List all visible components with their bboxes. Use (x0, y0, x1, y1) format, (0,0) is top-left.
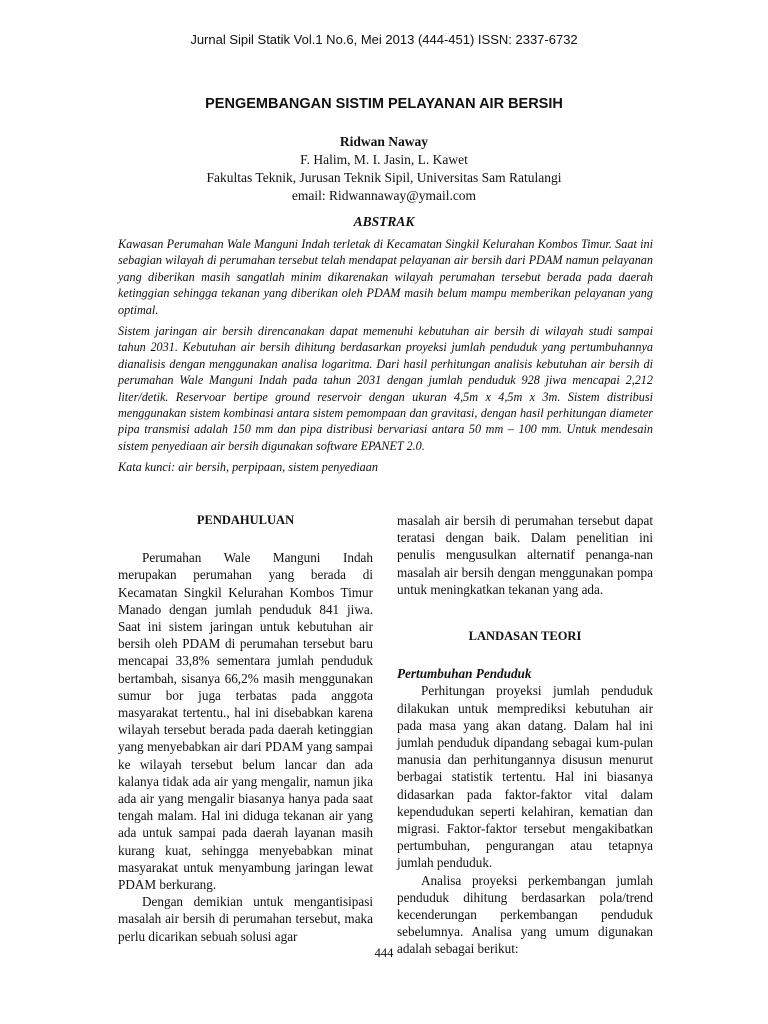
body-paragraph: Dengan demikian untuk mengantisipasi masalah air bersih di perumahan tersebut, maka perlu dicarikan sebuah solusi agar (118, 894, 373, 944)
section-heading-landasan-teori: LANDASAN TEORI (468, 629, 582, 644)
journal-header: Jurnal Sipil Statik Vol.1 No.6, Mei 2013 (444-451) ISSN: 2337-6732 (190, 32, 578, 47)
body-paragraph-continuation: masalah air bersih di perumahan tersebut dapat teratasi dengan baik. Dalam penelitian ini penulis mengusulkan alternatif penanga-nan masalah air bersih dengan menggunakan pompa untuk meningkatkan tekanan yang ada. (397, 513, 653, 597)
abstract-paragraph: Kawasan Perumahan Wale Manguni Indah terletak di Kecamatan Singkil Kelurahan Kombos Timur. Saat ini sebagian wilayah di perumahan tersebut telah mendapat pelayanan air bersih dari PDAM namun pelayanan yang diberikan masih sangatlah minim dikarenakan wilayah perumahan tersebut berada pada daerah ketinggian sehingga tekanan yang diberikan oleh PDAM masih belum mampu memberikan pelayanan yang optimal. (118, 237, 653, 317)
body-paragraph: Perumahan Wale Manguni Indah merupakan perumahan yang berada di Kecamatan Singkil Kelurahan Kombos Timur Manado dengan jumlah penduduk 841 jiwa. Saat ini sistem jaringan untuk kebutuhan air bersih oleh PDAM di perumahan tersebut baru mencapai 33,8% sementara jumlah penduduk bertambah, sisanya 66,2% masih menggunakan sumur bor juga terbatas pada anggota masyarakat tertentu., hal ini disebabkan karena wilayah tersebut berada pada daerah ketinggian yang menyebabkan air dari PDAM yang sampai ke wilayah tersebut belum lancar dan ada kalanya tidak ada air yang mengalir, namun jika ada air yang mengalir biasanya hanya pada saat tengah malam. Hal ini diduga tekanan air yang ada untuk sampai pada daerah layanan masih kurang kuat, sehingga menyebabkan minat masyarakat untuk menyambung jaringan lewat PDAM berkurang. (118, 550, 373, 893)
page-number: 444 (374, 946, 394, 960)
author-block (0, 133, 768, 205)
affiliation: Fakultas Teknik, Jurusan Teknik Sipil, Universitas Sam Ratulangi (206, 170, 562, 185)
abstract-body (118, 236, 653, 481)
body-paragraph: Perhitungan proyeksi jumlah penduduk dilakukan untuk memprediksi kebutuhan air pada masa yang akan datang. Dalam hal ini jumlah penduduk dipandang sebagai kum-pulan manusia dan perhitungannya disusun menurut berbagai statistik tertentu. Hal ini biasanya didasarkan pada faktor-faktor vital dalam kependudukan seperti kelahiran, kematian dan migrasi. Faktor-faktor tersebut mengakibatkan pertumbuhan, pengurangan atau tetapnya jumlah penduduk. (397, 683, 653, 871)
abstract-paragraph: Sistem jaringan air bersih direncanakan dapat memenuhi kebutuhan air bersih di wilayah studi sampai tahun 2031. Kebutuhan air bersih dihitung berdasarkan proyeksi jumlah penduduk yang pertumbuhannya dianalisis dengan menggunakan analisa logaritma. Dari hasil perhitungan analisis kebutuhan air bersih di perumahan Wale Manguni Indah pada tahun 2031 dengan jumlah penduduk 928 jiwa mencapai 2,212 liter/detik. Reservoar bertipe ground reservoir dengan ukuran 4,5m x 4,5m x 3m. Sistem distribusi menggunakan sistem kombinasi antara sistem pemompaan dan gravitasi, dengan hasil perhitungan diameter pipa transmisi adalah 150 mm dan pipa distribusi bervariasi antara 50 mm – 100 mm. Untuk mendesain sistem penyediaan air bersih digunakan software EPANET 2.0. (118, 324, 653, 453)
paper-title: PENGEMBANGAN SISTIM PELAYANAN AIR BERSIH (205, 96, 563, 112)
subsection-heading: Pertumbuhan Penduduk (397, 666, 532, 682)
main-author: Ridwan Naway (339, 134, 429, 149)
keywords: Kata kunci: air bersih, perpipaan, sistem penyediaan (118, 460, 378, 475)
section-heading-pendahuluan: PENDAHULUAN (196, 513, 295, 527)
left-column (118, 512, 373, 945)
abstract-heading: ABSTRAK (353, 214, 415, 229)
email: email: Ridwannaway@ymail.com (291, 188, 477, 203)
body-paragraph: Analisa proyeksi perkembangan jumlah penduduk dihitung berdasarkan pola/trend kecenderungan perkembangan penduduk sebelumnya. Analisa yang umum digunakan adalah sebagai berikut: (397, 872, 653, 957)
right-column (397, 512, 653, 958)
co-authors: F. Halim, M. I. Jasin, L. Kawet (300, 152, 468, 167)
